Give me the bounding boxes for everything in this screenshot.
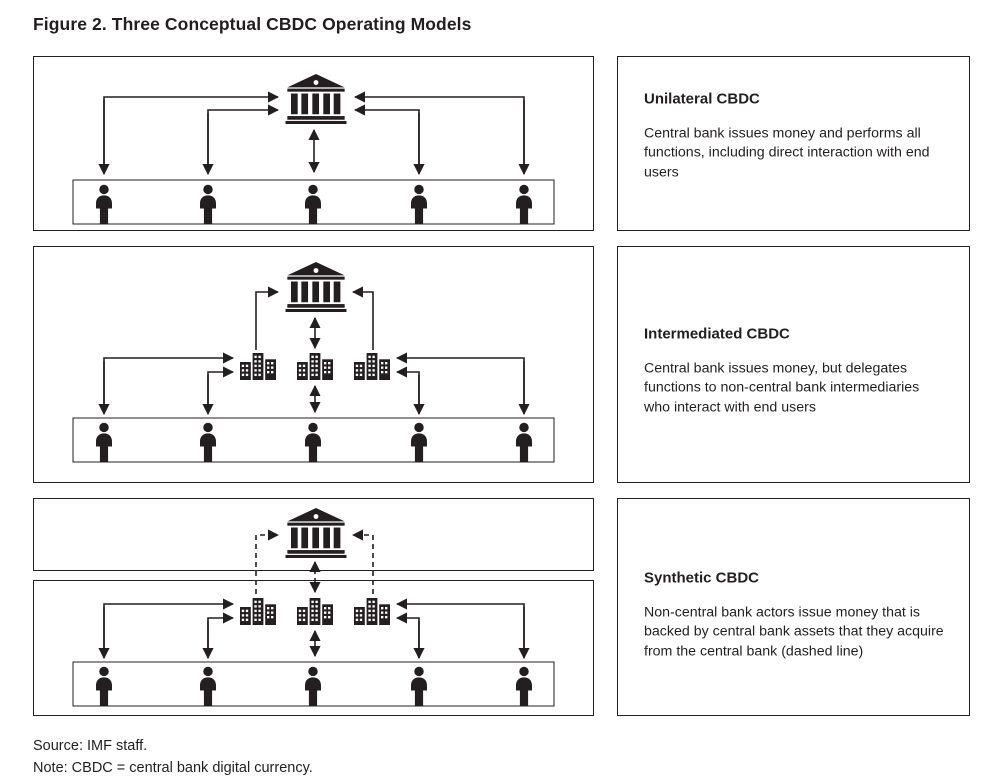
figure-note: Note: CBDC = central bank digital currency. xyxy=(33,760,313,776)
diagram-panel-unilateral xyxy=(33,56,594,231)
page-title: Figure 2. Three Conceptual CBDC Operating Models xyxy=(33,14,472,34)
diagram-panel-synthetic-top xyxy=(33,498,594,571)
model-card-intermediated xyxy=(617,246,970,483)
model-description-unilateral: Central bank issues money and performs all functions, including direct interaction with end users xyxy=(644,125,930,181)
diagram-panel-intermediated xyxy=(33,246,594,483)
model-description-intermediated: Central bank issues money, but delegates functions to non-central bank intermediaries who interact with end users xyxy=(644,360,920,416)
model-title-intermediated: Intermediated CBDC xyxy=(644,325,790,343)
model-title-synthetic: Synthetic CBDC xyxy=(644,569,760,587)
figure-source: Source: IMF staff. xyxy=(33,738,148,754)
model-description-synthetic: Non-central bank actors issue money that is backed by central bank assets that they acquire from the central bank (dashed line) xyxy=(644,604,944,660)
model-card-unilateral xyxy=(617,56,970,231)
diagram-panel-synthetic-bottom xyxy=(33,580,594,716)
model-title-unilateral: Unilateral CBDC xyxy=(644,90,760,108)
model-card-synthetic xyxy=(617,498,970,716)
